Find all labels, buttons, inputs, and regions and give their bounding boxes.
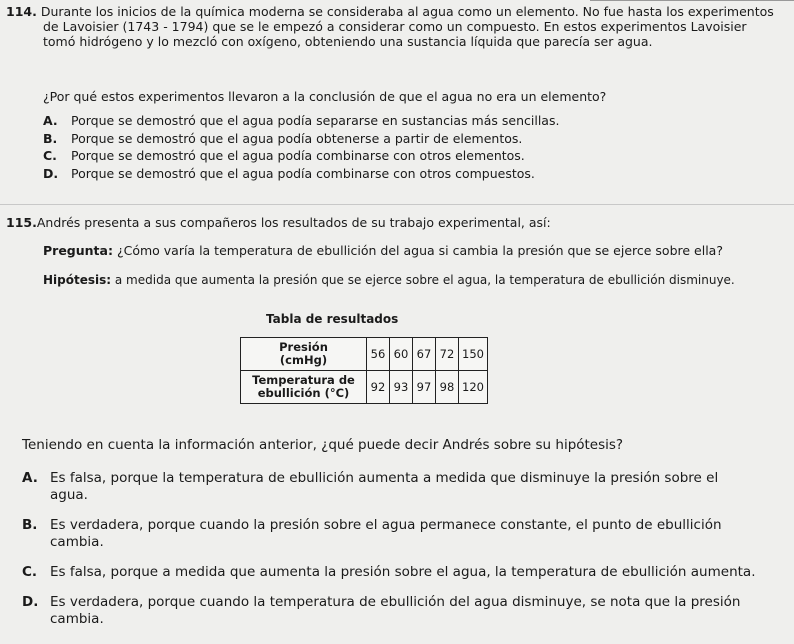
q115-option-d[interactable] [22,594,792,628]
q114-question: ¿Por qué estos experimentos llevaron a la conclusión de que el agua no era un elemento? [43,89,607,104]
option-letter: D. [43,166,59,181]
option-text-line2: cambia. [50,611,104,627]
pressure-value: 56 [367,338,390,371]
temperature-value: 92 [367,371,390,404]
pressure-value: 72 [436,338,459,371]
pregunta-text: ¿Cómo varía la temperatura de ebullición del agua si cambia la presión que se ejerce sobre ella? [116,243,723,258]
option-letter: B. [22,517,38,533]
option-text-line1: Es falsa, porque a medida que aumenta la presión sobre el agua, la temperatura de ebullición aumenta. [50,564,756,580]
option-text: Porque se demostró que el agua podía combinarse con otros elementos. [71,148,525,163]
temperature-value: 97 [413,371,436,404]
q115-intro [6,215,792,230]
pressure-value: 67 [413,338,436,371]
q114-intro [6,4,792,19]
q114-option-c[interactable] [43,148,525,163]
option-letter: A. [22,470,38,486]
q115-number: 115. [6,215,37,230]
q114-number: 114. [6,4,37,19]
q114-intro-line3: tomó hidrógeno y lo mezcló con oxígeno, obteniendo una sustancia líquida que parecía ser agua. [43,34,653,49]
temperature-header [241,371,367,404]
temperature-value: 93 [390,371,413,404]
q115-question: Teniendo en cuenta la información anterior, ¿qué puede decir Andrés sobre su hipótesis? [22,437,624,453]
q115-intro-text: Andrés presenta a sus compañeros los resultados de su trabajo experimental, así: [36,215,551,230]
results-table [240,337,488,404]
pressure-header-line2: (cmHg) [279,353,328,367]
option-letter: C. [22,564,38,580]
pressure-header-line1: Presión [279,340,328,354]
hipotesis-label: Hipótesis: [43,273,112,287]
q114-intro-line2: de Lavoisier (1743 - 1794) que se le empezó a considerar como un compuesto. En estos experimentos Lavoisier [43,19,747,34]
q115-option-a[interactable] [22,470,792,504]
q114-intro-line1: Durante los inicios de la química moderna se consideraba al agua como un elemento. No fue hasta los experimentos [40,4,774,19]
option-text-line1: Es verdadera, porque cuando la temperatura de ebullición del agua disminuye, se nota que la presión [50,594,741,610]
q114-option-b[interactable] [43,131,522,146]
q115-pregunta [43,243,793,258]
option-text: Porque se demostró que el agua podía separarse en sustancias más sencillas. [71,113,560,128]
option-text-line2: agua. [50,487,88,503]
option-text: Porque se demostró que el agua podía combinarse con otros compuestos. [71,166,535,181]
temperature-value: 98 [436,371,459,404]
option-letter: B. [43,131,58,146]
table-row [241,338,488,371]
option-text-line1: Es verdadera, porque cuando la presión sobre el agua permanece constante, el punto de ebullición [50,517,722,533]
pressure-value: 150 [459,338,488,371]
pressure-value: 60 [390,338,413,371]
q114-option-a[interactable] [43,113,559,128]
q115-option-c[interactable] [22,564,792,581]
option-letter: D. [22,594,39,610]
question-divider [0,204,794,205]
pregunta-label: Pregunta: [43,243,113,258]
table-row [241,371,488,404]
option-text-line2: cambia. [50,534,104,550]
temperature-header-line2: ebullición (°C) [257,386,350,400]
q115-hipotesis [43,273,793,288]
option-text: Porque se demostró que el agua podía obtenerse a partir de elementos. [71,131,523,146]
pressure-header [241,338,367,371]
q115-option-b[interactable] [22,517,792,551]
top-rule [590,0,794,1]
temperature-value: 120 [459,371,488,404]
option-text-line1: Es falsa, porque la temperatura de ebullición aumenta a medida que disminuye la presión sobre el [50,470,719,486]
option-letter: A. [43,113,58,128]
option-letter: C. [43,148,57,163]
hipotesis-text: a medida que aumenta la presión que se ejerce sobre el agua, la temperatura de ebullición disminuye. [114,273,735,287]
temperature-header-line1: Temperatura de [252,373,355,387]
table-title: Tabla de resultados [266,312,399,326]
q114-option-d[interactable] [43,166,535,181]
